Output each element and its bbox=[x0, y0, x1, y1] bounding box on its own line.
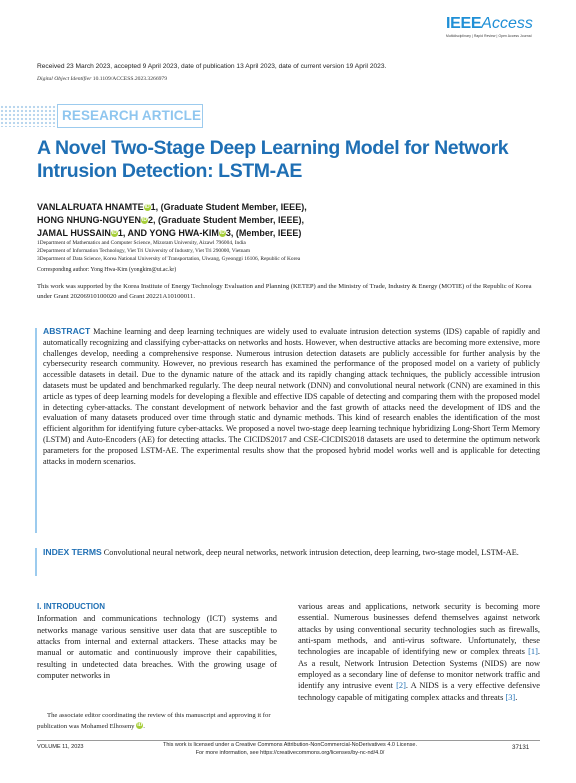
index-terms-heading: INDEX TERMS bbox=[43, 547, 102, 557]
author-name[interactable]: HONG NHUNG-NGUYEN bbox=[37, 215, 142, 225]
index-terms bbox=[43, 547, 540, 558]
logo-access: Access bbox=[481, 15, 533, 32]
paper-title: A Novel Two-Stage Deep Learning Model for Network Intrusion Detection: LSTM-AE bbox=[37, 137, 509, 182]
volume-label: VOLUME 11, 2023 bbox=[37, 744, 84, 750]
affiliation: 1Department of Mathematics and Computer Science, Mizoram University, Aizawl 796004, India bbox=[37, 240, 246, 246]
license-notice bbox=[140, 742, 440, 757]
license-link[interactable]: For more information, see https://creativecommons.org/licenses/by-nc-nd/4.0/ bbox=[195, 749, 385, 756]
author-detail: 2, (Graduate Student Member, IEEE), bbox=[148, 215, 305, 225]
abstract-heading: ABSTRACT bbox=[43, 326, 91, 336]
abstract-text: Machine learning and deep learning techniques are widely used to evaluate intrusion detection systems (IDS) capable of rapidly and automatically recognizing and classifying cyber-attacks on networks and hosts. However, when destructive attacks are becoming more extensive, more challenges develop, needing a comprehensive response. Numerous intrusion detection datasets are publicly accessible for further analysis by the cybersecurity research community. However, no previous research has examined the performance of the proposed model on a variety of publicly accessible datasets in detail. Due to the dynamic nature of the attack and its rapidly changing attack techniques, the publicly accessible intrusion datasets must be updated and benchmarked regularly. The deep neural network (DNN) and convolutional neural network (CNN) are examined in this article as types of deep learning models for developing a flexible and effective IDS capable of detecting and comparing them with the proposed model in detecting cyber-attacks. The constant development of network behavior and the fast growth of attacks need the development of IDS and the evaluation of many datasets produced over time through static and dynamic methods. This kind of research enables the identification of the most efficient algorithm for identifying future cyber-attacks. We proposed a novel two-stage deep learning technique hybridizing Long-Short Term Memory (LSTM) and Auto-Encoders (AE) for detecting attacks. The CICIDS2017 and CSE-CICDIS2018 datasets are used to determine the optimum network parameters for the proposed LSTM-AE. The experimental results show that the proposed hybrid model works well and is applicable for detecting attacks in modern scenarios. bbox=[43, 327, 540, 466]
body-column-left bbox=[37, 601, 277, 681]
body-text: various areas and applications, network security is becoming more essential. Numerous businesses defend themselves against network attacks by using conventional security technologies such as firewalls, anti-spam methods, and anti-virus software. Unfortunately, these technologies are incapable of identifying new or complex threats bbox=[298, 602, 540, 657]
author-detail: 3, (Member, IEEE) bbox=[225, 228, 302, 238]
doi-value[interactable]: 10.1109/ACCESS.2023.3266979 bbox=[92, 76, 168, 82]
citation-link[interactable]: [2] bbox=[396, 681, 406, 691]
author-name[interactable]: JAMAL HUSSAIN bbox=[37, 228, 111, 238]
banner-label: RESEARCH ARTICLE bbox=[62, 108, 202, 123]
page-number: 37131 bbox=[512, 744, 530, 751]
affiliation: 2Department of Information Technology, Viet Tri University of Industry, Viet Tri 290000, Vietnam bbox=[37, 248, 251, 254]
body-text: . As a result, Network Intrusion Detection Systems (NIDS) are now employed as a secondary line of defense to monitor network traffic and identify any intrusive event bbox=[298, 647, 540, 691]
author-detail: 1, (Graduate Student Member, IEEE), bbox=[150, 202, 307, 212]
author-line-2 bbox=[37, 215, 304, 225]
orcid-icon[interactable]: iD bbox=[111, 230, 117, 236]
citation-link[interactable]: [3] bbox=[505, 692, 516, 702]
logo-tagline: Multidisciplinary | Rapid Review | Open Access Journal bbox=[446, 34, 532, 38]
corresponding-author: Corresponding author: Yong Hwa-Kim (yongkim@ut.ac.kr) bbox=[37, 267, 177, 273]
journal-logo bbox=[446, 15, 564, 45]
abstract bbox=[43, 326, 540, 467]
footer-divider bbox=[37, 740, 540, 741]
body-text: Information and communications technology (ICT) systems and networks manage various sensitive user data that are susceptible to attacks from internal and external attackers. These attacks may be manual or automatic and continuously improve their capabilities, resulting in undetected data breaches. With the growing usage of computer networks in bbox=[37, 614, 277, 681]
orcid-icon[interactable]: iD bbox=[142, 217, 148, 223]
footnote-text: The associate editor coordinating the review of this manuscript and approving it for publication was Mohamed Elhoseny bbox=[37, 712, 271, 730]
section-heading: I. INTRODUCTION bbox=[37, 602, 105, 611]
orcid-icon[interactable]: iD bbox=[137, 722, 143, 728]
license-line[interactable]: This work is licensed under a Creative Commons Attribution-NonCommercial-NoDerivatives 4.0 License. bbox=[162, 742, 417, 748]
index-terms-text: Convolutional neural network, deep neural networks, network intrusion detection, deep learning, two-stage model, LSTM-AE. bbox=[103, 548, 519, 557]
body-text: . bbox=[515, 692, 518, 702]
orcid-icon[interactable]: iD bbox=[144, 204, 150, 210]
funding-statement: This work was supported by the Korea Institute of Energy Technology Evaluation and Planning (KETEP) and the Ministry of Trade, Industry & Energy (MOTIE) of the Republic of Korea under Grant 20206910100020 and Grant 20221A10100011. bbox=[37, 283, 532, 300]
doi-label: Digital Object Identifier bbox=[37, 76, 92, 82]
author-name[interactable]: VANLALRUATA HNAMTE bbox=[37, 202, 144, 212]
orcid-icon[interactable]: iD bbox=[219, 230, 225, 236]
body-text: . A NIDS is a very effective defensive technology capable of mitigating complex attacks and threats bbox=[298, 681, 540, 702]
dot-pattern bbox=[0, 105, 60, 127]
article-type-banner bbox=[0, 103, 205, 130]
body-column-right bbox=[298, 601, 540, 703]
logo-ieee: IEEE bbox=[446, 15, 482, 32]
affiliation: 3Department of Data Science, Korea National University of Transportation, Uiwang, Gyeonggi 16106, Republic of Korea bbox=[37, 256, 301, 262]
doi-line bbox=[37, 76, 167, 82]
author-line-1 bbox=[37, 202, 307, 212]
index-terms-accent-bar bbox=[35, 548, 37, 576]
author-detail: 1, AND YONG HWA-KIM bbox=[117, 228, 219, 238]
abstract-accent-bar bbox=[35, 328, 37, 533]
author-line-3 bbox=[37, 228, 301, 238]
publication-dates: Received 23 March 2023, accepted 9 April 2023, date of publication 13 April 2023, date of current version 19 April 2023. bbox=[37, 63, 387, 70]
editor-footnote: The associate editor coordinating the review of this manuscript and approving it for publication was Mohamed Elhoseny iD. bbox=[37, 712, 271, 730]
citation-link[interactable]: [1] bbox=[528, 647, 538, 657]
